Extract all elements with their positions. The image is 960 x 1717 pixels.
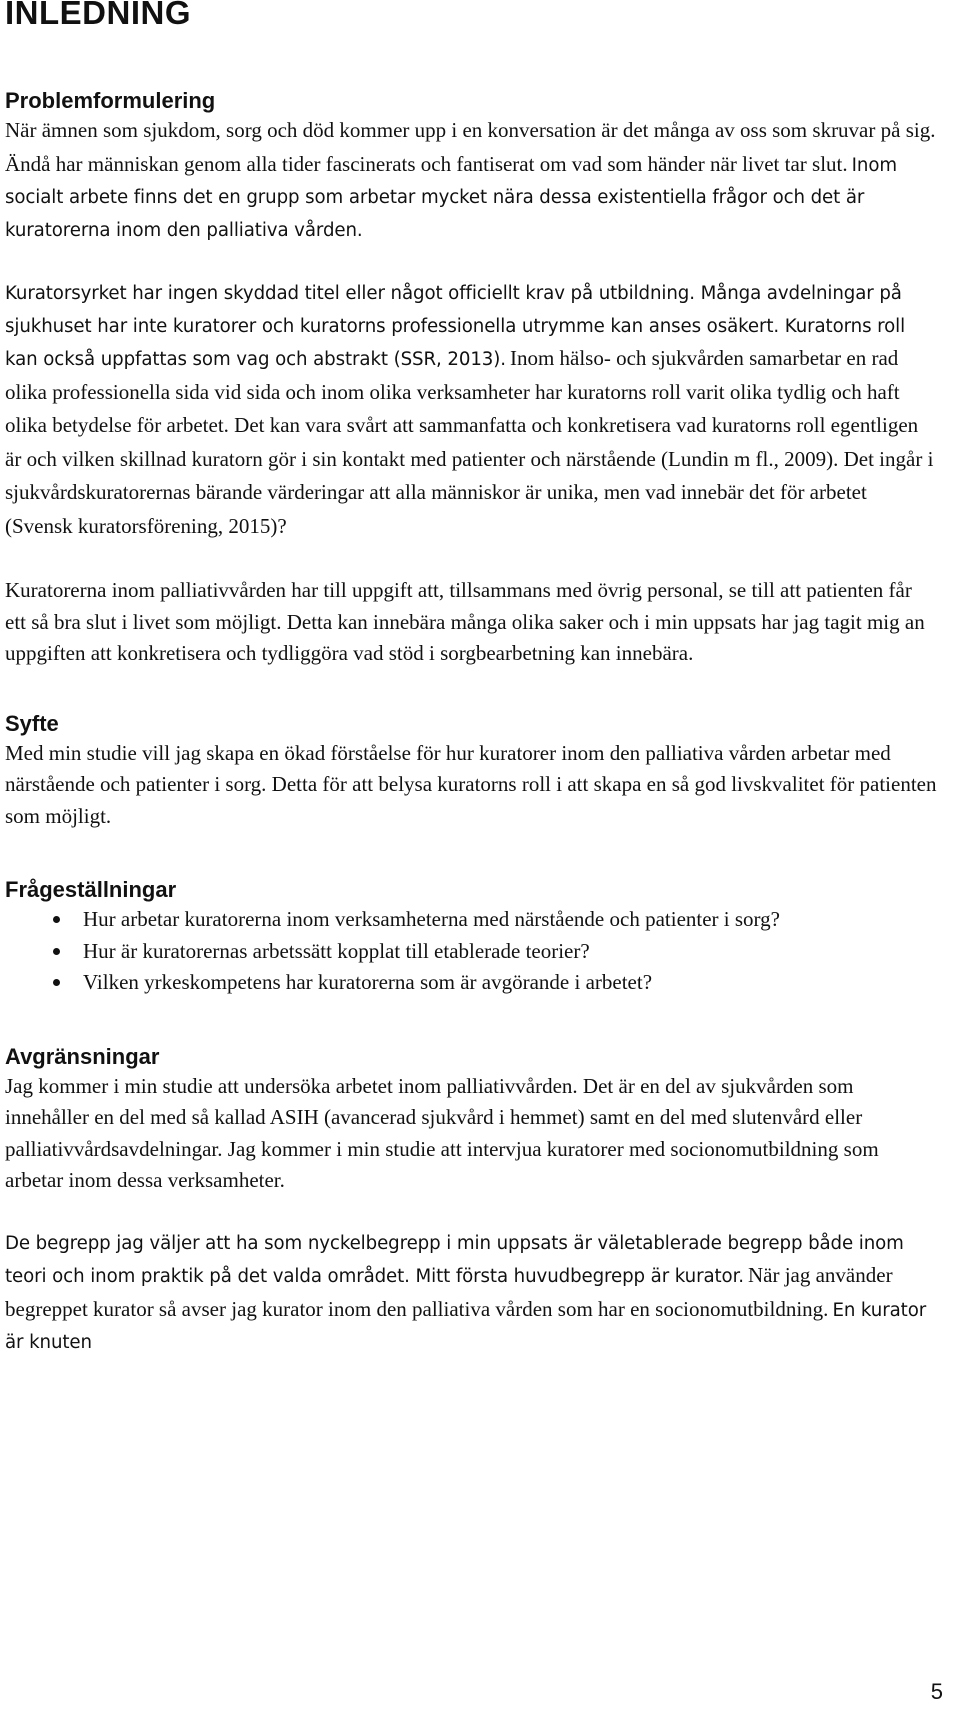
spacer [5, 832, 938, 876]
paragraph-avgransning-2 [5, 1228, 938, 1360]
paragraph-avgransning-1: Jag kommer i min studie att undersöka arbetet inom palliativvården. Det är en del av sjukvården som innehåller en del med så kallad ASIH (avancerad sjukvård i hemmet) samt en del med slutenvård eller palliativvårdsavdelningar. Jag kommer i min studie att intervjua kuratorer med socionomutbildning som arbetar inom dessa verksamheter. [5, 1073, 879, 1192]
spacer [5, 247, 938, 278]
paragraph-problem-3: Kuratorerna inom palliativvården har till uppgift att, tillsammans med övrig personal, se till att patienten får ett så bra slut i livet som möjligt. Detta kan innebära många olika saker och i min uppsats har jag tagit mig an uppgiften att konkretisera och tydliggöra vad stöd i sorgbearbetning kan innebära. [5, 578, 925, 665]
heading-fragestallningar: Frågeställningar [5, 877, 177, 902]
page-title: INLEDNING [5, 0, 191, 31]
spacer [5, 1197, 938, 1228]
list-item-text: Vilken yrkeskompetens har kuratorerna som är avgörande i arbetet? [83, 970, 653, 994]
heading-avgransningar: Avgränsningar [5, 1043, 160, 1069]
paragraph-problem-2 [5, 278, 938, 544]
question-list [5, 904, 938, 999]
paragraph-text: De begrepp jag väljer att ha som nyckelbegrepp i min uppsats är väletablerade begrepp både inom teori och inom praktik på det valda området. Mitt första huvudbegrepp är kurator. [5, 1232, 904, 1287]
heading-problemformulering: Problemformulering [5, 88, 216, 113]
paragraph-problem-1 [5, 115, 938, 247]
spacer [5, 544, 938, 575]
list-item-text: Hur arbetar kuratorerna inom verksamheterna med närstående och patienter i sorg? [83, 907, 780, 931]
list-item [5, 967, 938, 999]
list-item-text: Hur är kuratorernas arbetssätt kopplat till etablerade teorier? [83, 938, 590, 963]
list-item [5, 936, 938, 968]
spacer [5, 999, 938, 1043]
paragraph-text: När ämnen som sjukdom, sorg och död kommer upp i en konversation är det många av oss som skruvar på sig. Ändå har människan genom alla tider fascinerats och fantiserat om vad som händer när livet tar slut. [5, 118, 936, 176]
paragraph-syfte: Med min studie vill jag skapa en ökad förståelse för hur kuratorer inom den palliativa vården arbetar med närstående och patienter i sorg. Detta för att belysa kuratorns roll i att skapa en så god livskvalitet för patienten som möjligt. [5, 740, 937, 828]
paragraph-text: En kurator är knuten [5, 1299, 927, 1353]
bullet-icon [53, 916, 60, 923]
list-item [5, 904, 938, 936]
bullet-icon [53, 948, 60, 955]
spacer [5, 33, 938, 87]
page-number: 5 [930, 1679, 943, 1704]
paragraph-text: Inom hälso- och sjukvården samarbetar en rad olika professionella sida vid sida och inom olika verksamheter har kuratorns roll varit olika tydlig och haft olika betydelse för arbetet. Det kan vara svårt att sammanfatta och konkretisera vad kuratorns roll egentligen är och vilken skillnad kuratorn gör i sin kontakt med patienter och närstående (Lundin m fl., 2009). Det ingår i sjukvårdskuratorernas bärande värderingar att alla människor är unika, men vad innebär det för arbetet (Svensk kuratorsförening, 2015)? [5, 346, 934, 538]
spacer [5, 670, 938, 710]
paragraph-text: Kuratorsyrket har ingen skyddad titel eller något officiellt krav på utbildning. Många avdelningar på sjukhuset har inte kuratorer och kuratorns professionella utrymme kan anses osäkert. Kuratorns roll kan också uppfattas som vag och abstrakt (SSR, 2013). [5, 283, 906, 370]
paragraph-text: Inom socialt arbete finns det en grupp som arbetar mycket nära dessa existentiella frågor och det är kuratorerna inom den palliativa vården. [5, 154, 897, 241]
heading-syfte: Syfte [5, 710, 59, 736]
paragraph-text: När jag använder begreppet kurator så avser jag kurator inom den palliativa vården som har en socionomutbildning. [5, 1263, 893, 1321]
bullet-icon [53, 979, 60, 986]
